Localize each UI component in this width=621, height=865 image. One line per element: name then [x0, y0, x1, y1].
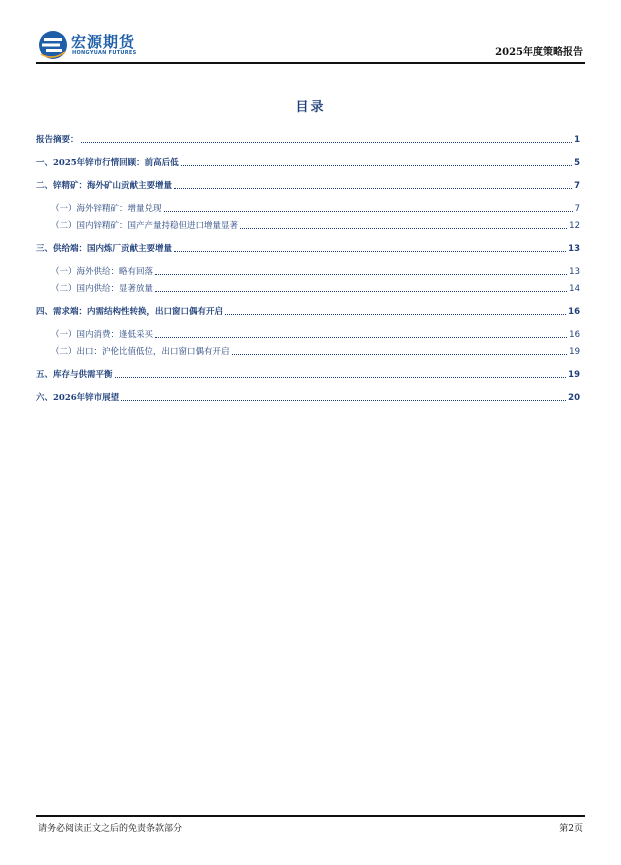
header-divider [36, 62, 585, 64]
toc-entry[interactable] [36, 304, 580, 318]
toc-dot-leader [121, 400, 566, 401]
toc-dot-leader [225, 314, 566, 315]
toc-entry[interactable] [36, 264, 580, 278]
logo-english-name: HONGYUAN FUTURES [72, 50, 137, 56]
footer-disclaimer: 请务必阅读正文之后的免责条款部分 [38, 824, 183, 834]
toc-dot-leader [174, 251, 566, 252]
toc-entry-page-number[interactable]: 20 [568, 393, 580, 403]
toc-entry-page-number[interactable]: 7 [574, 204, 580, 214]
toc-entry-title[interactable]: 二、锌精矿：海外矿山贡献主要增量 [36, 181, 173, 191]
toc-entry-title[interactable]: 六、2026年锌市展望 [36, 393, 120, 403]
page-header [36, 26, 585, 64]
toc-entry[interactable] [36, 132, 580, 146]
toc-entry[interactable] [36, 155, 580, 169]
toc-entry-page-number[interactable]: 1 [574, 135, 580, 145]
toc-dot-leader [240, 228, 567, 229]
toc-dot-leader [174, 188, 572, 189]
toc-entry[interactable] [36, 327, 580, 341]
toc-entry-title[interactable]: （一）海外锌精矿：增量兑现 [51, 204, 162, 214]
toc-entry[interactable] [36, 201, 580, 215]
toc-entry-title[interactable]: （二）国内锌精矿：国产产量持稳但进口增量显著 [51, 221, 239, 231]
toc-entry-title[interactable]: （二）出口：沪伦比值低位，出口窗口偶有开启 [51, 347, 230, 357]
toc-entry-title[interactable]: （一）国内消费：逢低采买 [51, 330, 154, 340]
toc-entry-title[interactable]: 报告摘要： [36, 135, 79, 145]
toc-entry[interactable] [36, 178, 580, 192]
toc-dot-leader [155, 274, 567, 275]
toc-entry-page-number[interactable]: 14 [569, 284, 580, 294]
toc-entry-title[interactable]: 五、库存与供需平衡 [36, 370, 113, 380]
toc-entry[interactable] [36, 241, 580, 255]
logo-chinese-name: 宏源期货 [71, 33, 136, 51]
toc-entry-page-number[interactable]: 16 [568, 307, 580, 317]
toc-entry[interactable] [36, 367, 580, 381]
footer-divider [36, 815, 585, 817]
toc-entry-title[interactable]: 三、供给端：国内炼厂贡献主要增量 [36, 244, 173, 254]
toc-dot-leader [181, 165, 572, 166]
toc-entry-page-number[interactable]: 13 [569, 267, 580, 277]
company-logo [38, 28, 158, 62]
toc-entry-page-number[interactable]: 13 [568, 244, 580, 254]
toc-heading: 目录 [295, 100, 326, 115]
toc-entry-title[interactable]: 四、需求端：内需结构性转换，出口窗口偶有开启 [36, 307, 224, 317]
toc-dot-leader [232, 354, 568, 355]
toc-dot-leader [115, 377, 567, 378]
toc-entry-page-number[interactable]: 7 [574, 181, 580, 191]
toc-dot-leader [155, 337, 567, 338]
toc-entry[interactable] [36, 344, 580, 358]
toc-entry-page-number[interactable]: 16 [569, 330, 580, 340]
toc-entry-title[interactable]: （一）海外供给：略有回落 [51, 267, 154, 277]
toc-entry-page-number[interactable]: 12 [569, 221, 580, 231]
toc-entry-page-number[interactable]: 19 [568, 370, 580, 380]
toc-entry[interactable] [36, 390, 580, 404]
toc-entry-page-number[interactable]: 5 [574, 158, 580, 168]
toc-entry-title[interactable]: （二）国内供给：显著放量 [51, 284, 154, 294]
toc-dot-leader [81, 142, 573, 143]
toc-dot-leader [164, 211, 573, 212]
toc-dot-leader [155, 291, 567, 292]
footer-page-number: 第2页 [559, 824, 583, 834]
document-title: 2025年度策略报告 [495, 47, 583, 58]
toc-entry-page-number[interactable]: 19 [569, 347, 580, 357]
toc-entry-title[interactable]: 一、2025年锌市行情回顾：前高后低 [36, 158, 179, 168]
toc-entry[interactable] [36, 218, 580, 232]
hongyuan-logo-icon [38, 30, 68, 60]
toc-entry[interactable] [36, 281, 580, 295]
